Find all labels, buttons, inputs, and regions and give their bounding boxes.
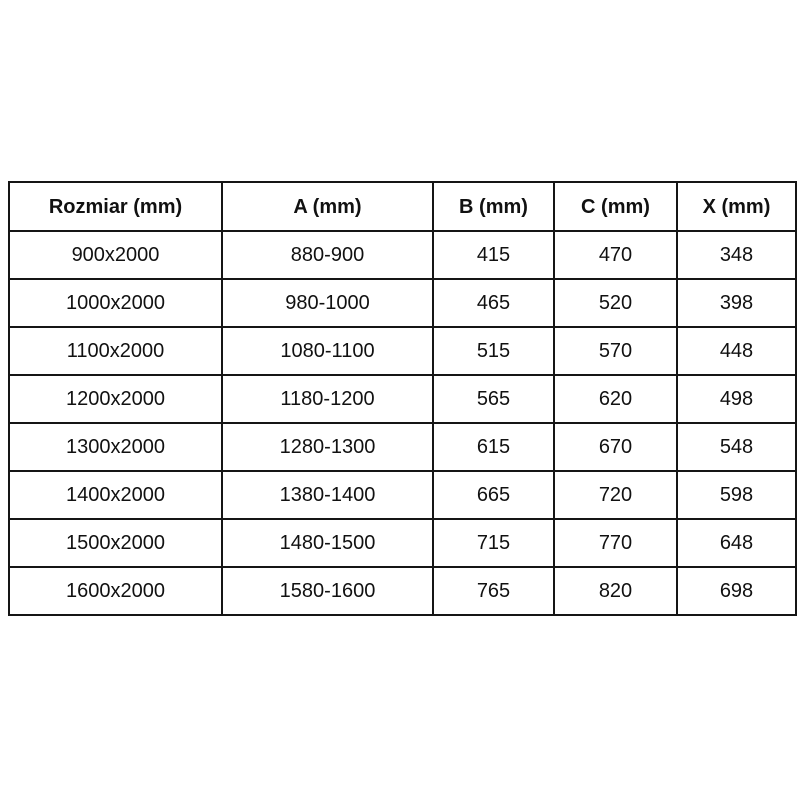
table-cell: 1600x2000 <box>9 567 222 615</box>
table-cell: 1380-1400 <box>222 471 433 519</box>
table-cell: 565 <box>433 375 554 423</box>
table-cell: 398 <box>677 279 796 327</box>
size-table-head <box>9 182 796 231</box>
table-cell: 1400x2000 <box>9 471 222 519</box>
table-cell: 1300x2000 <box>9 423 222 471</box>
table-cell: 1080-1100 <box>222 327 433 375</box>
table-cell: 720 <box>554 471 677 519</box>
header-row <box>9 182 796 231</box>
table-cell: 765 <box>433 567 554 615</box>
header-cell-b: B (mm) <box>433 182 554 231</box>
header-cell-c: C (mm) <box>554 182 677 231</box>
size-table <box>8 181 797 616</box>
table-cell: 620 <box>554 375 677 423</box>
table-cell: 1580-1600 <box>222 567 433 615</box>
table-cell: 548 <box>677 423 796 471</box>
table-cell: 598 <box>677 471 796 519</box>
table-cell: 1480-1500 <box>222 519 433 567</box>
table-cell: 498 <box>677 375 796 423</box>
table-cell: 980-1000 <box>222 279 433 327</box>
table-cell: 715 <box>433 519 554 567</box>
table-row <box>9 279 796 327</box>
table-cell: 465 <box>433 279 554 327</box>
table-cell: 1100x2000 <box>9 327 222 375</box>
table-row <box>9 567 796 615</box>
table-row <box>9 423 796 471</box>
table-cell: 665 <box>433 471 554 519</box>
header-cell-rozmiar: Rozmiar (mm) <box>9 182 222 231</box>
table-cell: 615 <box>433 423 554 471</box>
table-cell: 1180-1200 <box>222 375 433 423</box>
table-cell: 1280-1300 <box>222 423 433 471</box>
table-row <box>9 519 796 567</box>
table-cell: 648 <box>677 519 796 567</box>
table-cell: 698 <box>677 567 796 615</box>
table-cell: 1200x2000 <box>9 375 222 423</box>
table-row <box>9 375 796 423</box>
table-row <box>9 231 796 279</box>
table-cell: 520 <box>554 279 677 327</box>
table-row <box>9 471 796 519</box>
table-cell: 448 <box>677 327 796 375</box>
table-cell: 570 <box>554 327 677 375</box>
header-cell-a: A (mm) <box>222 182 433 231</box>
table-cell: 900x2000 <box>9 231 222 279</box>
table-cell: 880-900 <box>222 231 433 279</box>
table-cell: 670 <box>554 423 677 471</box>
table-cell: 1000x2000 <box>9 279 222 327</box>
table-cell: 470 <box>554 231 677 279</box>
table-cell: 1500x2000 <box>9 519 222 567</box>
table-cell: 348 <box>677 231 796 279</box>
table-cell: 770 <box>554 519 677 567</box>
table-cell: 415 <box>433 231 554 279</box>
size-table-container <box>8 181 795 616</box>
header-cell-x: X (mm) <box>677 182 796 231</box>
table-row <box>9 327 796 375</box>
table-cell: 515 <box>433 327 554 375</box>
table-cell: 820 <box>554 567 677 615</box>
size-table-body <box>9 231 796 615</box>
